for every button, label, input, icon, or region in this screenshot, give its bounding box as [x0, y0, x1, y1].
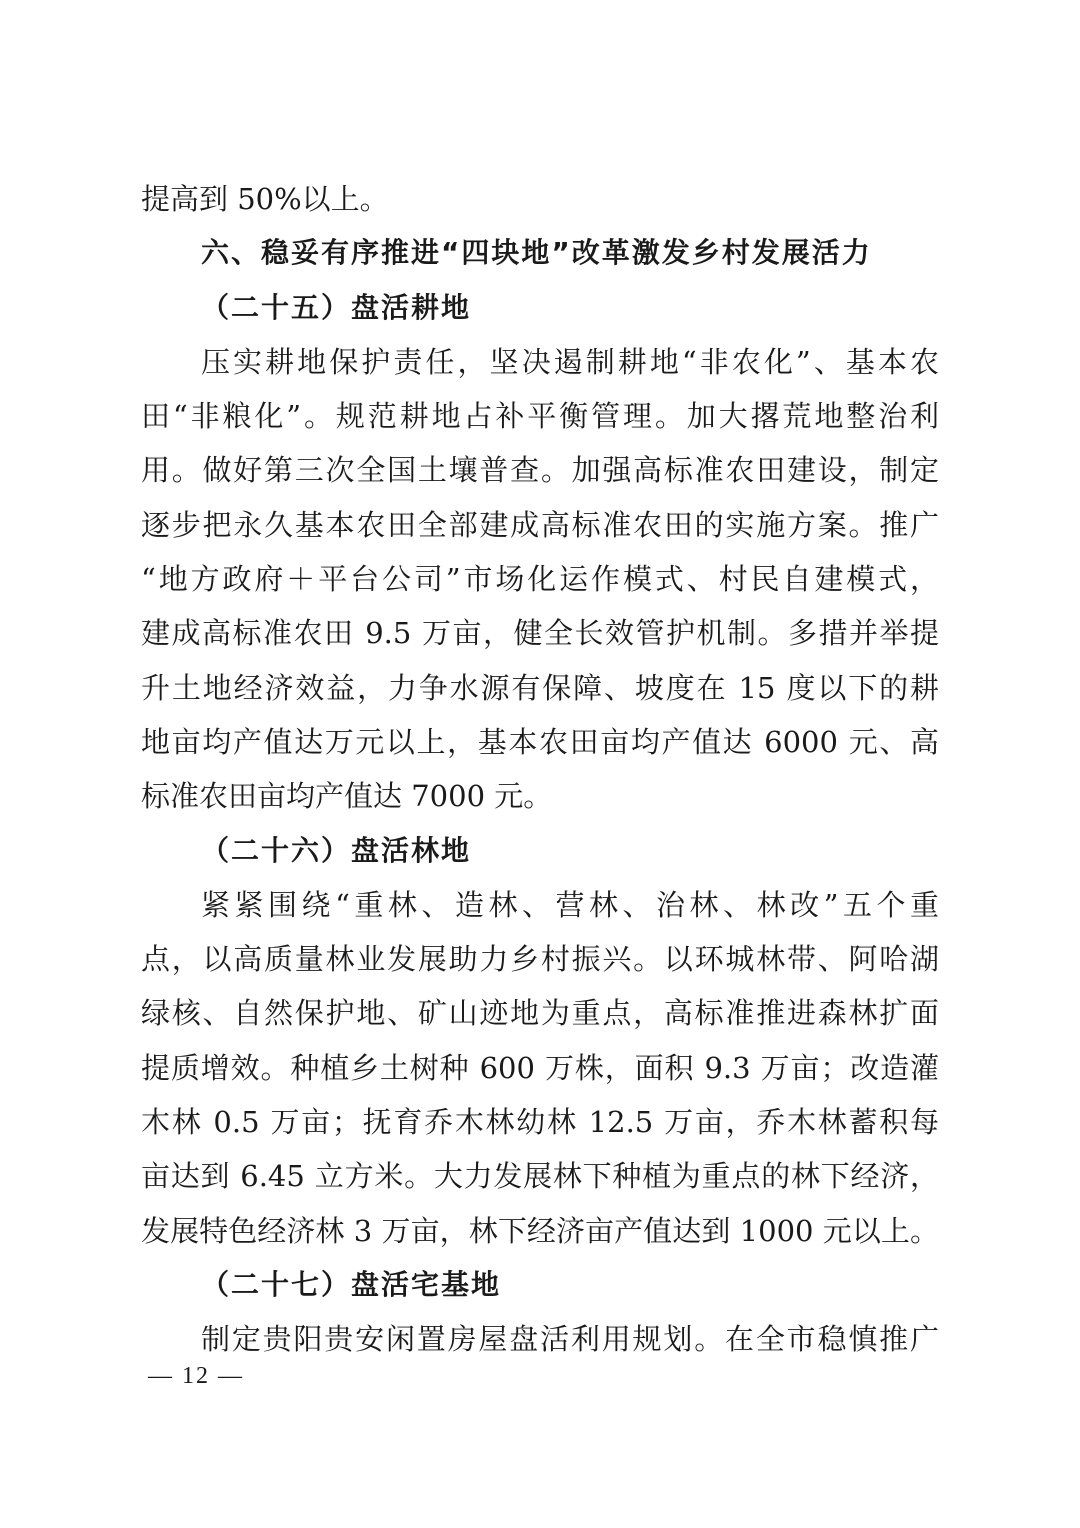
paragraph-line: 升土地经济效益，力争水源有保障、坡度在 15 度以下的耕 [141, 670, 939, 705]
paragraph-line: 木林 0.5 万亩；抚育乔木林幼林 12.5 万亩，乔木林蓄积每 [141, 1105, 939, 1140]
paragraph-line: 提高到 50%以上。 [141, 182, 389, 216]
page-number: — 12 — [148, 1363, 244, 1389]
paragraph-line: 紧紧围绕“重林、造林、营林、治林、林改”五个重 [201, 887, 939, 922]
paragraph-line: 用。做好第三次全国土壤普查。加强高标准农田建设，制定 [141, 453, 939, 488]
paragraph-line: 点，以高质量林业发展助力乡村振兴。以环城林带、阿哈湖 [141, 942, 939, 977]
paragraph-line: 标准农田亩均产值达 7000 元。 [141, 779, 553, 814]
section-heading: 六、稳妥有序推进“四块地”改革激发乡村发展活力 [201, 236, 872, 270]
paragraph-line: “地方政府＋平台公司”市场化运作模式、村民自建模式， [141, 562, 939, 597]
paragraph-line: 提质增效。种植乡土树种 600 万株，面积 9.3 万亩；改造灌 [141, 1050, 939, 1085]
paragraph-line: 田“非粮化”。规范耕地占补平衡管理。加大撂荒地整治利 [141, 399, 939, 434]
paragraph-line: 发展特色经济林 3 万亩，林下经济亩产值达到 1000 元以上。 [141, 1213, 939, 1248]
paragraph-line: 地亩均产值达万元以上，基本农田亩均产值达 6000 元、高 [141, 724, 939, 759]
paragraph-line: 绿核、自然保护地、矿山迹地为重点，高标准推进森林扩面 [141, 996, 939, 1031]
paragraph-line: 建成高标准农田 9.5 万亩，健全长效管护机制。多措并举提 [141, 616, 939, 651]
paragraph-line: 逐步把永久基本农田全部建成高标准农田的实施方案。推广 [141, 507, 939, 542]
paragraph-line: 制定贵阳贵安闲置房屋盘活利用规划。在全市稳慎推广 [201, 1322, 939, 1357]
subsection-heading: （二十五）盘活耕地 [201, 290, 472, 324]
subsection-heading: （二十六）盘活林地 [201, 833, 472, 867]
document-body [141, 172, 939, 1367]
paragraph-line: 亩达到 6.45 立方米。大力发展林下种植为重点的林下经济， [141, 1159, 939, 1194]
subsection-heading: （二十七）盘活宅基地 [201, 1267, 502, 1301]
paragraph-line: 压实耕地保护责任，坚决遏制耕地“非农化”、基本农 [201, 344, 939, 379]
